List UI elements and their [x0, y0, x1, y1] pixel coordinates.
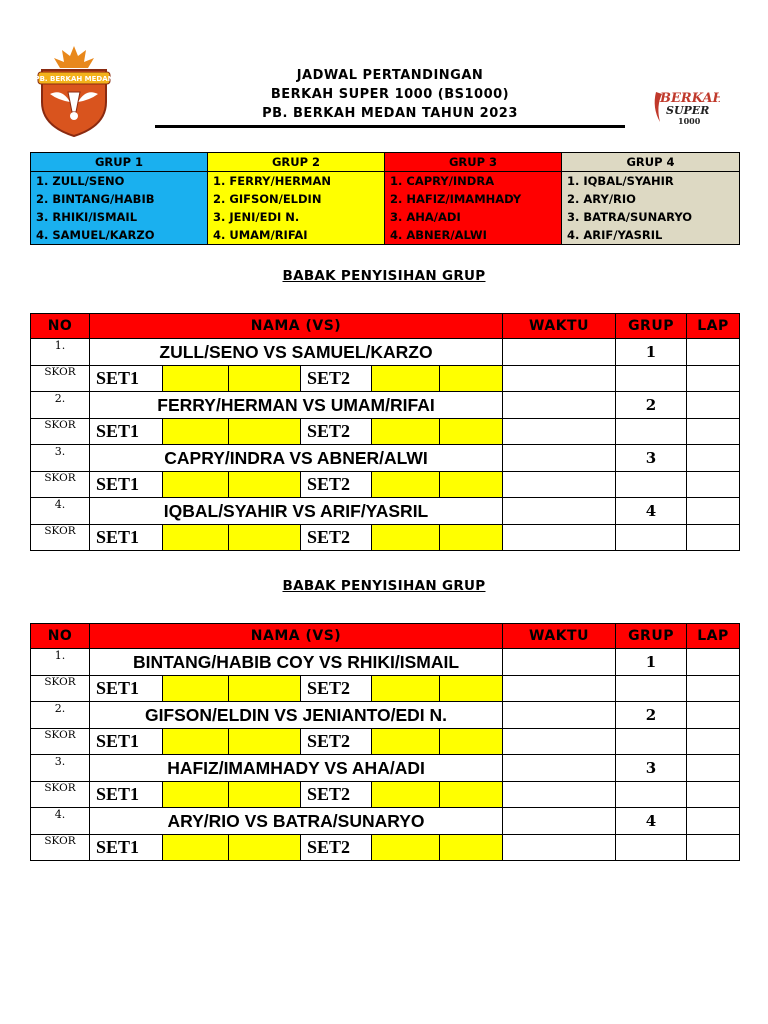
- lap-cell: [687, 445, 740, 472]
- col-grup-header: GRUP: [616, 624, 687, 649]
- set2-score-b: [440, 366, 503, 392]
- set2-score-b: [440, 472, 503, 498]
- set1-score-a: [163, 366, 229, 392]
- group-member: 2. ARY/RIO: [562, 190, 740, 208]
- match-grup: 1: [616, 649, 687, 676]
- group-member: 4. ABNER/ALWI: [385, 226, 562, 245]
- waktu-cell: [503, 649, 616, 676]
- skor-label: SKOR: [31, 676, 90, 702]
- group-member: 1. FERRY/HERMAN: [208, 172, 385, 191]
- waktu-cell: [503, 498, 616, 525]
- groups-table: [30, 152, 740, 245]
- lap-cell: [687, 702, 740, 729]
- section-title: BABAK PENYISIHAN GRUP: [282, 268, 486, 284]
- col-waktu-header: WAKTU: [503, 624, 616, 649]
- group-member: 2. BINTANG/HABIB: [31, 190, 208, 208]
- group-member: 1. IQBAL/SYAHIR: [562, 172, 740, 191]
- berkah-super-1000-logo: [650, 84, 720, 132]
- set1-score-b: [229, 835, 301, 861]
- set1-score-a: [163, 782, 229, 808]
- waktu-cell: [503, 445, 616, 472]
- col-no-header: NO: [31, 314, 90, 339]
- group-member: 4. UMAM/RIFAI: [208, 226, 385, 245]
- waktu-cell: [503, 339, 616, 366]
- col-waktu-header: WAKTU: [503, 314, 616, 339]
- svg-text:SUPER: SUPER: [666, 104, 710, 117]
- match-row: [31, 649, 740, 676]
- lap-cell: [687, 392, 740, 419]
- set1-label: SET1: [90, 525, 163, 551]
- set1-score-a: [163, 729, 229, 755]
- match-row: [31, 339, 740, 366]
- skor-label: SKOR: [31, 366, 90, 392]
- set1-score-a: [163, 472, 229, 498]
- set1-score-b: [229, 366, 301, 392]
- set1-score-b: [229, 525, 301, 551]
- match-grup: 4: [616, 498, 687, 525]
- header-line-3: PB. BERKAH MEDAN TAHUN 2023: [262, 106, 518, 121]
- set2-label: SET2: [301, 366, 372, 392]
- score-row: [31, 472, 740, 498]
- set2-score-a: [372, 472, 440, 498]
- set2-label: SET2: [301, 419, 372, 445]
- match-row: [31, 702, 740, 729]
- schedule-table: [30, 313, 740, 551]
- group-member: 1. CAPRY/INDRA: [385, 172, 562, 191]
- schedule-table: [30, 623, 740, 861]
- svg-text:1000: 1000: [678, 116, 701, 126]
- match-no: 1.: [31, 339, 90, 366]
- set2-label: SET2: [301, 835, 372, 861]
- match-grup: 3: [616, 445, 687, 472]
- col-lap-header: LAP: [687, 624, 740, 649]
- match-grup: 1: [616, 339, 687, 366]
- skor-label: SKOR: [31, 525, 90, 551]
- col-nama-header: NAMA (VS): [90, 314, 503, 339]
- waktu-cell: [503, 702, 616, 729]
- match-versus: ARY/RIO VS BATRA/SUNARYO: [90, 808, 503, 835]
- match-versus: HAFIZ/IMAMHADY VS AHA/ADI: [90, 755, 503, 782]
- col-nama-header: NAMA (VS): [90, 624, 503, 649]
- skor-label: SKOR: [31, 782, 90, 808]
- score-row: [31, 782, 740, 808]
- skor-label: SKOR: [31, 419, 90, 445]
- set2-score-b: [440, 676, 503, 702]
- set2-label: SET2: [301, 676, 372, 702]
- set2-label: SET2: [301, 472, 372, 498]
- group-1-title: GRUP 1: [31, 153, 208, 172]
- match-versus: CAPRY/INDRA VS ABNER/ALWI: [90, 445, 503, 472]
- set1-score-a: [163, 525, 229, 551]
- match-versus: ZULL/SENO VS SAMUEL/KARZO: [90, 339, 503, 366]
- col-grup-header: GRUP: [616, 314, 687, 339]
- set1-label: SET1: [90, 366, 163, 392]
- group-member: 2. GIFSON/ELDIN: [208, 190, 385, 208]
- set1-label: SET1: [90, 419, 163, 445]
- set1-label: SET1: [90, 835, 163, 861]
- lap-cell: [687, 808, 740, 835]
- group-4-title: GRUP 4: [562, 153, 740, 172]
- group-2-title: GRUP 2: [208, 153, 385, 172]
- score-row: [31, 419, 740, 445]
- match-no: 3.: [31, 445, 90, 472]
- match-row: [31, 755, 740, 782]
- match-grup: 2: [616, 392, 687, 419]
- set1-score-b: [229, 419, 301, 445]
- set2-score-a: [372, 366, 440, 392]
- set2-score-a: [372, 782, 440, 808]
- score-row: [31, 729, 740, 755]
- header-line-1: JADWAL PERTANDINGAN: [296, 68, 484, 83]
- skor-label: SKOR: [31, 729, 90, 755]
- match-versus: BINTANG/HABIB COY VS RHIKI/ISMAIL: [90, 649, 503, 676]
- waktu-cell: [503, 755, 616, 782]
- set2-score-b: [440, 835, 503, 861]
- set1-score-b: [229, 782, 301, 808]
- group-member: 3. AHA/ADI: [385, 208, 562, 226]
- match-grup: 4: [616, 808, 687, 835]
- col-lap-header: LAP: [687, 314, 740, 339]
- set2-score-a: [372, 525, 440, 551]
- match-grup: 2: [616, 702, 687, 729]
- match-no: 4.: [31, 808, 90, 835]
- set1-score-a: [163, 676, 229, 702]
- match-row: [31, 445, 740, 472]
- set1-label: SET1: [90, 676, 163, 702]
- match-versus: FERRY/HERMAN VS UMAM/RIFAI: [90, 392, 503, 419]
- set2-score-a: [372, 419, 440, 445]
- header-line-2: BERKAH SUPER 1000 (BS1000): [270, 87, 510, 102]
- match-row: [31, 808, 740, 835]
- waktu-cell: [503, 808, 616, 835]
- set2-score-a: [372, 676, 440, 702]
- match-no: 2.: [31, 392, 90, 419]
- set2-label: SET2: [301, 782, 372, 808]
- set1-label: SET1: [90, 729, 163, 755]
- skor-label: SKOR: [31, 835, 90, 861]
- set2-label: SET2: [301, 525, 372, 551]
- match-no: 3.: [31, 755, 90, 782]
- score-row: [31, 525, 740, 551]
- svg-text:PB. BERKAH MEDAN: PB. BERKAH MEDAN: [34, 75, 114, 83]
- waktu-cell: [503, 392, 616, 419]
- group-member: 4. ARIF/YASRIL: [562, 226, 740, 245]
- set2-score-b: [440, 729, 503, 755]
- group-member: 4. SAMUEL/KARZO: [31, 226, 208, 245]
- group-member: 3. BATRA/SUNARYO: [562, 208, 740, 226]
- set1-score-a: [163, 835, 229, 861]
- pb-berkah-medan-logo: [34, 40, 114, 140]
- match-no: 2.: [31, 702, 90, 729]
- match-row: [31, 392, 740, 419]
- group-member: 1. ZULL/SENO: [31, 172, 208, 191]
- set2-score-b: [440, 525, 503, 551]
- set1-score-b: [229, 676, 301, 702]
- set1-score-b: [229, 472, 301, 498]
- group-member: 3. RHIKI/ISMAIL: [31, 208, 208, 226]
- match-grup: 3: [616, 755, 687, 782]
- group-member: 2. HAFIZ/IMAMHADY: [385, 190, 562, 208]
- match-row: [31, 498, 740, 525]
- lap-cell: [687, 498, 740, 525]
- group-member: 3. JENI/EDI N.: [208, 208, 385, 226]
- set2-score-b: [440, 419, 503, 445]
- score-row: [31, 366, 740, 392]
- set2-label: SET2: [301, 729, 372, 755]
- group-3-title: GRUP 3: [385, 153, 562, 172]
- match-versus: IQBAL/SYAHIR VS ARIF/YASRIL: [90, 498, 503, 525]
- lap-cell: [687, 649, 740, 676]
- match-versus: GIFSON/ELDIN VS JENIANTO/EDI N.: [90, 702, 503, 729]
- document-header: [190, 66, 590, 123]
- score-row: [31, 676, 740, 702]
- skor-label: SKOR: [31, 472, 90, 498]
- svg-text:BERKAH: BERKAH: [660, 91, 720, 106]
- header-underline: [155, 125, 625, 128]
- set1-label: SET1: [90, 782, 163, 808]
- set2-score-a: [372, 835, 440, 861]
- score-row: [31, 835, 740, 861]
- set1-label: SET1: [90, 472, 163, 498]
- set2-score-b: [440, 782, 503, 808]
- set2-score-a: [372, 729, 440, 755]
- match-no: 1.: [31, 649, 90, 676]
- col-no-header: NO: [31, 624, 90, 649]
- set1-score-b: [229, 729, 301, 755]
- lap-cell: [687, 339, 740, 366]
- set1-score-a: [163, 419, 229, 445]
- match-no: 4.: [31, 498, 90, 525]
- section-title: BABAK PENYISIHAN GRUP: [282, 578, 486, 594]
- lap-cell: [687, 755, 740, 782]
